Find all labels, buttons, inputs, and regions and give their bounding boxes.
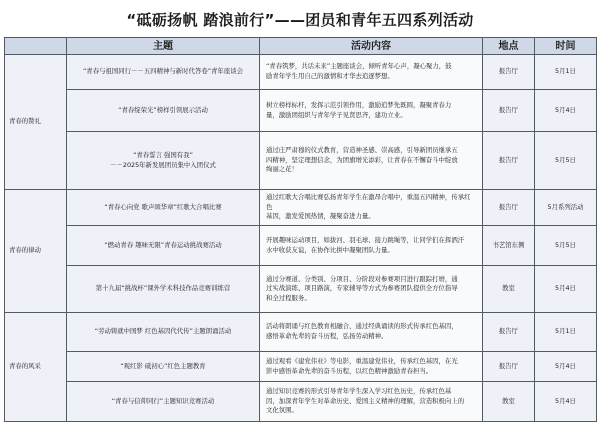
time-cell: 5月4日: [535, 90, 597, 132]
content-text-line: 通过知识竞赛的形式引导青年学生深入学习红色历史，传承红色基: [266, 387, 452, 396]
place-cell: 报告厅: [483, 352, 535, 382]
table-row: [5, 352, 597, 382]
content-text-line: 四精神，坚定理想信念，为团旗增光添彩，让青春在不懈奋斗中绽放: [266, 155, 458, 164]
table-row: [5, 266, 597, 313]
content-text-line: 水中收获友谊，在协作比拼中凝聚团队力量。: [266, 245, 394, 254]
theme-cell: [67, 266, 260, 313]
table-row: [5, 132, 597, 190]
time-cell: 5月4日: [535, 266, 597, 313]
header-place: 地点: [483, 38, 535, 55]
content-text-line: 通过庄严肃穆的仪式教育，营造神圣感、崇高感，引导新团员继承五: [266, 146, 458, 155]
theme-text-line: “青春心向党 歌声颂华章”红歌大合唱比赛: [104, 202, 222, 211]
table-row: [5, 55, 597, 90]
theme-cell: [67, 190, 260, 226]
content-cell: [260, 313, 483, 352]
section-label: 青春的律动: [5, 190, 67, 313]
content-text-line: “青春筑梦，共话未来”主题座谈会，倾听青年心声，凝心聚力，鼓: [266, 62, 452, 71]
place-cell: 报告厅: [483, 55, 535, 90]
time-cell: 5月4日: [535, 382, 597, 422]
header-time: 时间: [535, 38, 597, 55]
content-text-line: 因，加深青年学生对革命历史、爱国主义精神的理解，营造积极向上的: [266, 396, 465, 405]
theme-cell: [67, 352, 260, 382]
theme-text-line: 第十九届“挑战杯”课外学术科技作品竞赛训练营: [95, 284, 231, 293]
theme-text-line: “青春与信仰同行”主题知识竞赛活动: [111, 396, 215, 405]
section-label: 青春的风采: [5, 313, 67, 422]
content-text-line: 活动将朗诵与红色教育相融合，通过经典诵读的形式传承红色基因，: [266, 322, 458, 331]
table-row: [5, 313, 597, 352]
content-text-line: 通过红歌大合唱比赛弘扬青年学生在激昂合唱中，重温五四精神，传承红色: [266, 193, 471, 211]
content-cell: [260, 226, 483, 266]
content-cell: [260, 190, 483, 226]
time-cell: 5月4日: [535, 352, 597, 382]
theme-text-line: “青春誓言 强国有我”: [133, 150, 193, 159]
document-title: “砥砺扬帆 踏浪前行”——团员和青年五四系列活动: [126, 11, 474, 29]
place-cell: 教室: [483, 266, 535, 313]
theme-cell: [67, 313, 260, 352]
theme-text-line: “燃动青春 趣味无限”青春运动挑战赛活动: [104, 240, 222, 249]
place-cell: 报告厅: [483, 190, 535, 226]
table-row: [5, 190, 597, 226]
content-text-line: 励青年学生用自己的激情和才华去追逐梦想。: [266, 72, 394, 80]
time-cell: 5月5日: [535, 226, 597, 266]
theme-cell: [67, 382, 260, 422]
content-text-line: 和全过程服务。: [266, 293, 311, 302]
theme-cell: [67, 132, 260, 190]
header-content: 活动内容: [260, 38, 483, 55]
content-cell: [260, 266, 483, 313]
theme-text-line: “青春与祖国同行－－五四精神与新时代答卷”青年座谈会: [83, 67, 243, 76]
table-row: [5, 90, 597, 132]
content-text-line: 感悟革命先辈的奋斗历程，弘扬劳动精神。: [266, 332, 388, 340]
place-cell: 教室: [483, 382, 535, 422]
content-text-line: 绚丽之花！: [266, 165, 298, 174]
place-cell: 报告厅: [483, 132, 535, 190]
theme-text-line: “青春绽荣光”榜样引领展示活动: [118, 105, 208, 114]
table-header-row: [5, 38, 597, 55]
place-cell: 书艺馆东侧: [483, 226, 535, 266]
theme-cell: [67, 55, 260, 90]
content-text-line: 通过观看《建党伟业》等电影，重温建党伟业，传承红色基因，在光: [266, 356, 458, 365]
section-label: 青春的赞礼: [5, 55, 67, 190]
content-cell: [260, 90, 483, 132]
time-cell: 5月1日: [535, 55, 597, 90]
content-text-line: 过实战演练、项目路演，专家辅导等方式为参赛团队提供全方位指导: [266, 284, 458, 293]
header-theme: 主题: [67, 38, 260, 55]
time-cell: 5月系列活动: [535, 190, 597, 226]
table-row: [5, 226, 597, 266]
content-text-line: 通过分赛道、分类别、分项目、分阶段对参赛项目进行跟踪打磨，通: [266, 274, 458, 283]
content-text-line: 量，激励团组织与青年学子见贤思齐，建功立业。: [266, 110, 407, 119]
theme-text-line: －－2025年新发展团员集中入团仪式: [110, 160, 216, 169]
content-cell: [260, 382, 483, 422]
content-text-line: 文化氛围。: [266, 406, 298, 415]
time-cell: 5月1日: [535, 313, 597, 352]
theme-text-line: “劳动铸就中国梦 红色基因代代传”主题朗诵活动: [94, 327, 232, 336]
header-section: [5, 38, 67, 55]
content-text-line: 基因，激发爱国热情，凝聚奋进力量。: [266, 212, 375, 221]
place-cell: 报告厅: [483, 90, 535, 132]
content-cell: [260, 132, 483, 190]
theme-text-line: “观红影 砥初心”红色主题教育: [120, 361, 206, 370]
content-text-line: 树立榜样标杆，发挥示范引领作用，激励追梦先既圆，凝聚青春力: [266, 100, 452, 109]
content-text-line: 影中感悟革命先辈的奋斗历程，以红色精神激励青春担当。: [266, 366, 433, 375]
activity-schedule-table: [4, 37, 597, 422]
theme-cell: [67, 90, 260, 132]
place-cell: 报告厅: [483, 313, 535, 352]
time-cell: 5月5日: [535, 132, 597, 190]
table-row: [5, 382, 597, 422]
theme-cell: [67, 226, 260, 266]
content-cell: [260, 55, 483, 90]
content-text-line: 开展趣味运动项目，如拔河、羽毛球、接力跳绳等，让同学们在挥洒汗: [266, 235, 465, 244]
content-cell: [260, 352, 483, 382]
